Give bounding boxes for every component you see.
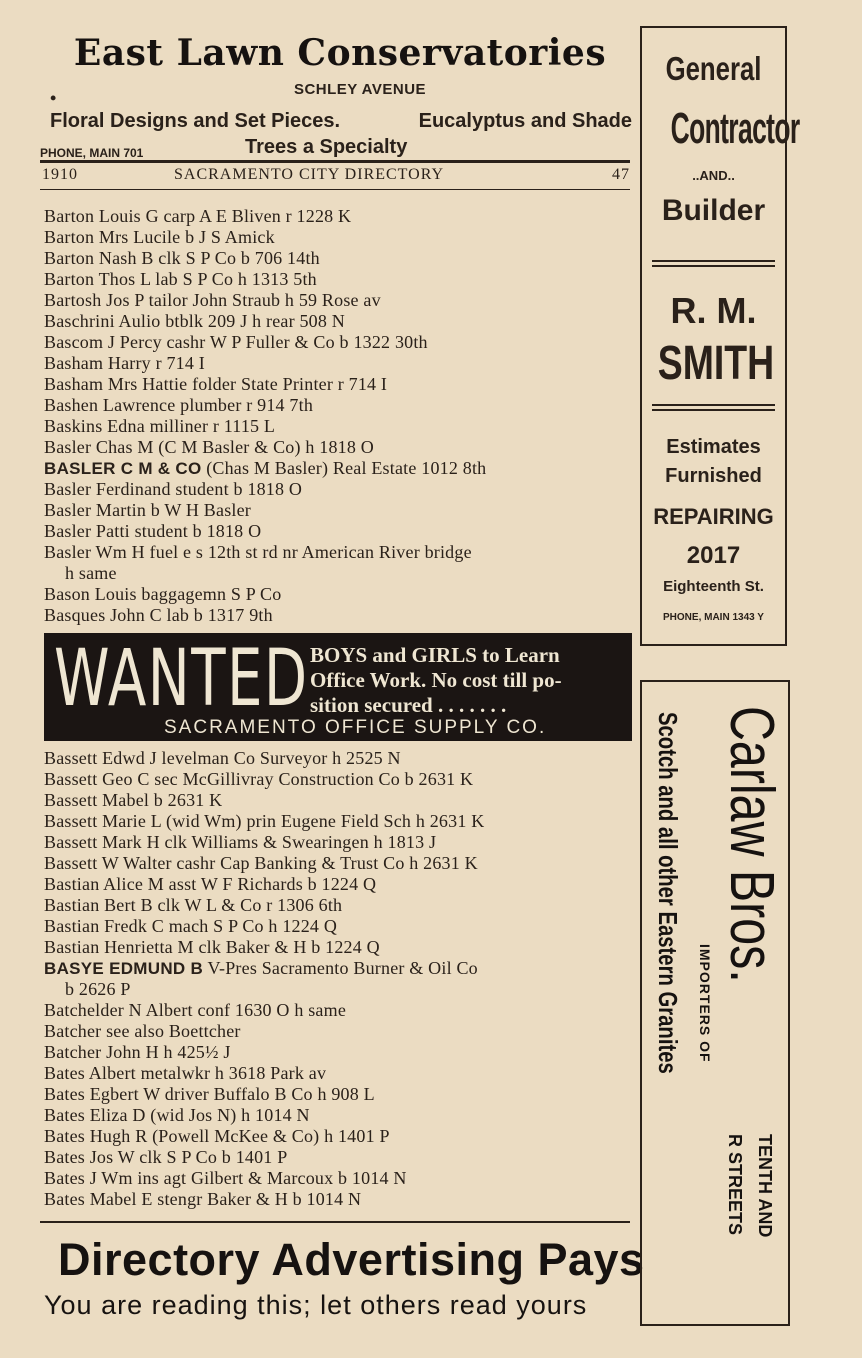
entry-text: Baskins Edna milliner r 1115 L bbox=[44, 416, 276, 436]
entry-text: Bastian Fredk C mach S P Co h 1224 Q bbox=[44, 916, 338, 936]
contractor-name2: SMITH bbox=[657, 337, 775, 390]
running-head-year: 1910 bbox=[42, 166, 78, 183]
contractor-line2: Contractor bbox=[670, 104, 800, 153]
directory-entry bbox=[44, 248, 639, 269]
entry-text: V-Pres Sacramento Burner & Oil Co bbox=[203, 958, 478, 978]
entry-text: Bates Mabel E stengr Baker & H b 1014 N bbox=[44, 1189, 362, 1209]
wanted-headline: WANTED bbox=[54, 634, 309, 724]
carlaw-importers: IMPORTERS OF bbox=[697, 944, 713, 1063]
contractor-repair: REPAIRING bbox=[653, 504, 774, 529]
entry-text: Bassett Mark H clk Williams & Swearingen h 1813 J bbox=[44, 832, 437, 852]
entry-text: Bates Jos W clk S P Co b 1401 P bbox=[44, 1147, 288, 1167]
entry-text: Bassett Mabel b 2631 K bbox=[44, 790, 223, 810]
entry-bold-name: BASLER C M & CO bbox=[44, 459, 202, 478]
directory-entry bbox=[44, 874, 639, 895]
entry-bold-name: BASYE EDMUND B bbox=[44, 959, 204, 978]
entry-text: Bascom J Percy cashr W P Fuller & Co b 1322 30th bbox=[44, 332, 428, 352]
entry-text: Barton Nash B clk S P Co b 706 14th bbox=[44, 248, 320, 268]
directory-entry bbox=[44, 916, 639, 937]
running-head bbox=[42, 166, 630, 186]
directory-entry bbox=[44, 1168, 639, 1189]
directory-entry bbox=[44, 1105, 639, 1126]
directory-entry bbox=[44, 437, 639, 458]
header-ad-line1-left: Floral Designs and Set Pieces. bbox=[50, 110, 341, 132]
directory-entry bbox=[44, 790, 639, 811]
carlaw-address2: R STREETS bbox=[725, 1134, 745, 1236]
directory-entry bbox=[44, 542, 639, 563]
entry-text: Bassett Geo C sec McGillivray Construction Co b 2631 K bbox=[44, 769, 474, 789]
entry-text: Bastian Henrietta M clk Baker & H b 1224 Q bbox=[44, 937, 380, 957]
entry-text: Basler Ferdinand student b 1818 O bbox=[44, 479, 303, 499]
directory-entry bbox=[44, 1147, 639, 1168]
directory-entry bbox=[44, 748, 639, 769]
entry-text: Barton Louis G carp A E Bliven r 1228 K bbox=[44, 206, 352, 226]
entry-text: Basques John C lab b 1317 9th bbox=[44, 605, 273, 625]
directory-entries-bottom bbox=[44, 748, 639, 1210]
contractor-est2: Furnished bbox=[665, 465, 762, 487]
entry-text: Bassett W Walter cashr Cap Banking & Trust Co h 2631 K bbox=[44, 853, 478, 873]
entry-text: Bastian Alice M asst W F Richards b 1224 Q bbox=[44, 874, 377, 894]
directory-entry bbox=[44, 332, 639, 353]
entry-text: (Chas M Basler) Real Estate 1012 8th bbox=[201, 458, 487, 478]
directory-entry bbox=[44, 895, 639, 916]
directory-entry bbox=[44, 937, 639, 958]
carlaw-name: Carlaw Bros. bbox=[717, 706, 786, 983]
contractor-double-rule-1 bbox=[652, 260, 775, 267]
entry-text: Batchelder N Albert conf 1630 O h same bbox=[44, 1000, 347, 1020]
entry-text: Bates Albert metalwkr h 3618 Park av bbox=[44, 1063, 327, 1083]
entry-text: Bartosh Jos P tailor John Straub h 59 Rose av bbox=[44, 290, 381, 310]
header-ad-line1-right: Eucalyptus and Shade bbox=[418, 110, 632, 132]
entry-text: Batcher John H h 425½ J bbox=[44, 1042, 231, 1062]
directory-entry bbox=[44, 479, 639, 500]
wanted-line2: Office Work. No cost till po- bbox=[310, 668, 562, 692]
entry-text: Bates Hugh R (Powell McKee & Co) h 1401 P bbox=[44, 1126, 390, 1146]
directory-entry bbox=[44, 395, 639, 416]
entry-text: b 2626 P bbox=[65, 979, 131, 999]
directory-entry bbox=[44, 458, 639, 479]
contractor-line3: ..AND.. bbox=[692, 168, 735, 183]
entry-text: Bason Louis baggagemn S P Co bbox=[44, 584, 282, 604]
directory-entry bbox=[44, 1084, 639, 1105]
directory-entry bbox=[44, 1126, 639, 1147]
directory-entry bbox=[44, 500, 639, 521]
header-ad-bullet: • bbox=[50, 88, 57, 108]
directory-entry bbox=[44, 853, 639, 874]
directory-entry bbox=[44, 832, 639, 853]
directory-entry bbox=[44, 584, 639, 605]
header-rule bbox=[40, 160, 630, 163]
entry-text: Barton Thos L lab S P Co h 1313 5th bbox=[44, 269, 317, 289]
directory-entry bbox=[44, 769, 639, 790]
directory-entry bbox=[44, 206, 639, 227]
entry-text: Basler Chas M (C M Basler & Co) h 1818 O bbox=[44, 437, 374, 457]
wanted-advertisement bbox=[44, 633, 632, 741]
entry-text: Basham Mrs Hattie folder State Printer r 714 I bbox=[44, 374, 388, 394]
directory-entry bbox=[44, 1189, 639, 1210]
directory-entry bbox=[44, 311, 639, 332]
directory-entry bbox=[44, 811, 639, 832]
contractor-line1: General bbox=[665, 50, 762, 87]
directory-entry bbox=[44, 563, 639, 584]
running-head-page: 47 bbox=[612, 166, 630, 183]
wanted-company: SACRAMENTO OFFICE SUPPLY CO. bbox=[164, 717, 547, 738]
directory-entry bbox=[44, 605, 639, 626]
header-ad-street: SCHLEY AVENUE bbox=[293, 81, 427, 98]
entry-text: Baschrini Aulio btblk 209 J h rear 508 N bbox=[44, 311, 345, 331]
entry-text: Barton Mrs Lucile b J S Amick bbox=[44, 227, 275, 247]
contractor-est1: Estimates bbox=[666, 436, 761, 458]
directory-entry bbox=[44, 269, 639, 290]
directory-entry bbox=[44, 416, 639, 437]
entry-text: Bates Egbert W driver Buffalo B Co h 908 L bbox=[44, 1084, 375, 1104]
directory-entry bbox=[44, 374, 639, 395]
entry-text: Bates Eliza D (wid Jos N) h 1014 N bbox=[44, 1105, 310, 1125]
entry-text: Bashen Lawrence plumber r 914 7th bbox=[44, 395, 314, 415]
contractor-line4: Builder bbox=[661, 194, 766, 227]
entry-text: Basler Wm H fuel e s 12th st rd nr American River bridge bbox=[44, 542, 472, 562]
directory-entry bbox=[44, 353, 639, 374]
contractor-phone: PHONE, MAIN 1343 Y bbox=[663, 612, 764, 623]
wanted-body bbox=[310, 643, 630, 718]
carlaw-advertisement bbox=[640, 680, 790, 1326]
directory-entries-top bbox=[44, 206, 639, 626]
header-ad-phone: PHONE, MAIN 701 bbox=[40, 146, 144, 160]
footer-rule bbox=[40, 1221, 630, 1223]
entry-text: Bassett Marie L (wid Wm) prin Eugene Field Sch h 2631 K bbox=[44, 811, 485, 831]
header-ad-line2: Trees a Specialty bbox=[245, 136, 408, 158]
directory-entry bbox=[44, 1063, 639, 1084]
header-ad-line1 bbox=[50, 110, 632, 133]
carlaw-tagline: Scotch and all other Eastern Granites bbox=[653, 712, 683, 1074]
entry-text: Basler Patti student b 1818 O bbox=[44, 521, 262, 541]
entry-text: Batcher see also Boettcher bbox=[44, 1021, 241, 1041]
contractor-street: Eighteenth St. bbox=[663, 578, 764, 595]
contractor-number: 2017 bbox=[686, 542, 741, 569]
directory-entry bbox=[44, 958, 639, 979]
footer-ad-title: Directory Advertising Pays bbox=[58, 1234, 645, 1285]
carlaw-address1: TENTH AND bbox=[755, 1134, 775, 1238]
entry-text: h same bbox=[65, 563, 117, 583]
directory-entry bbox=[44, 521, 639, 542]
directory-entry bbox=[44, 290, 639, 311]
header-ad-title: East Lawn Conservatories bbox=[73, 32, 607, 74]
entry-text: Basler Martin b W H Basler bbox=[44, 500, 251, 520]
running-head-title: SACRAMENTO CITY DIRECTORY bbox=[174, 166, 445, 183]
contractor-double-rule-2 bbox=[652, 404, 775, 411]
contractor-advertisement bbox=[640, 26, 800, 646]
entry-text: Basham Harry r 714 I bbox=[44, 353, 205, 373]
directory-entry bbox=[44, 227, 639, 248]
wanted-line1: BOYS and GIRLS to Learn bbox=[310, 643, 560, 667]
running-head-rule bbox=[40, 189, 630, 190]
entry-text: Bassett Edwd J levelman Co Surveyor h 2525 N bbox=[44, 748, 401, 768]
directory-entry bbox=[44, 1000, 639, 1021]
directory-entry bbox=[44, 1042, 639, 1063]
footer-ad-subtitle: You are reading this; let others read yours bbox=[44, 1290, 588, 1320]
entry-text: Bastian Bert B clk W L & Co r 1306 6th bbox=[44, 895, 343, 915]
directory-entry bbox=[44, 1021, 639, 1042]
contractor-name1: R. M. bbox=[670, 290, 757, 331]
wanted-line3: sition secured . . . . . . . bbox=[310, 693, 507, 717]
entry-text: Bates J Wm ins agt Gilbert & Marcoux b 1014 N bbox=[44, 1168, 407, 1188]
directory-entry bbox=[44, 979, 639, 1000]
